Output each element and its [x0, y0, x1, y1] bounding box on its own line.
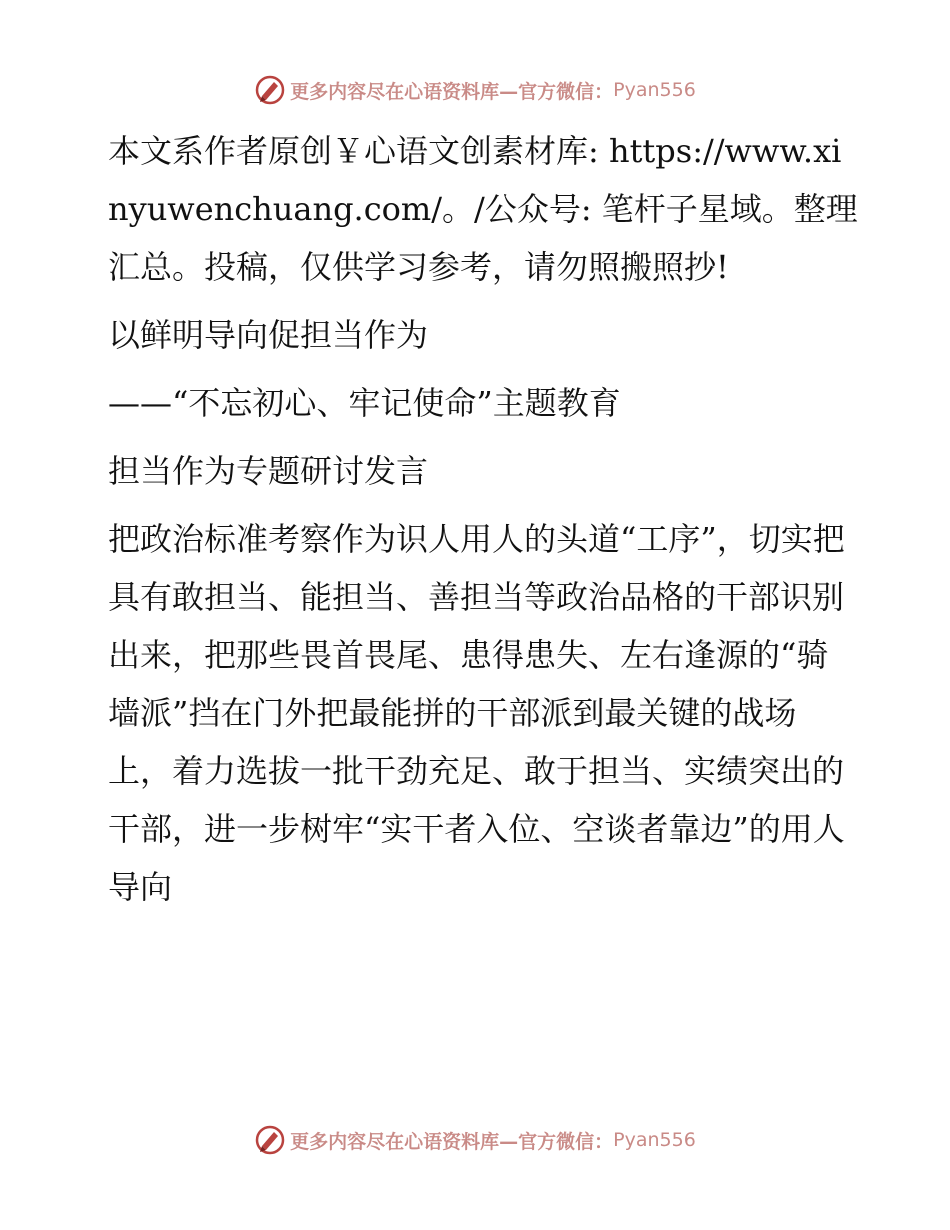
document-subtitle-2: 担当作为专题研讨发言: [108, 452, 429, 490]
document-content: [98, 122, 858, 916]
header-banner: [0, 72, 950, 108]
banner-text: 更多内容尽在心语资料库—官方微信：: [290, 1130, 614, 1153]
banner-wechat-id: Pyan556: [613, 79, 696, 101]
body-paragraph: 把政治标准考察作为识人用人的头道“工序”，切实把具有敢担当、能担当、善担当等政治品格的干部识别出来，把那些畏首畏尾、患得患失、左右逢源的“骑墙派”挡在门外把最能拼的干部派到最关键的战场上，着力选拔一批干劲充足、敢于担当、实绩突出的干部，进一步树牢“实干者入位、空谈者靠边”的用人导向: [108, 520, 845, 906]
banner-wechat-id: Pyan556: [613, 1129, 696, 1151]
document-subtitle: ——“不忘初心、牢记使命”主题教育: [108, 384, 621, 422]
pen-logo-icon: [254, 1124, 286, 1156]
document-title: 以鲜明导向促担当作为: [108, 316, 429, 354]
pen-logo-icon: [254, 74, 286, 106]
banner-text: 更多内容尽在心语资料库—官方微信：: [290, 80, 614, 103]
footer-banner: [0, 1122, 950, 1158]
intro-paragraph: 本文系作者原创￥心语文创素材库: https://www.xinyuwenchuang.com/。/公众号: 笔杆子星域。整理汇总。投稿，仅供学习参考，请勿照搬照抄!: [108, 132, 858, 286]
